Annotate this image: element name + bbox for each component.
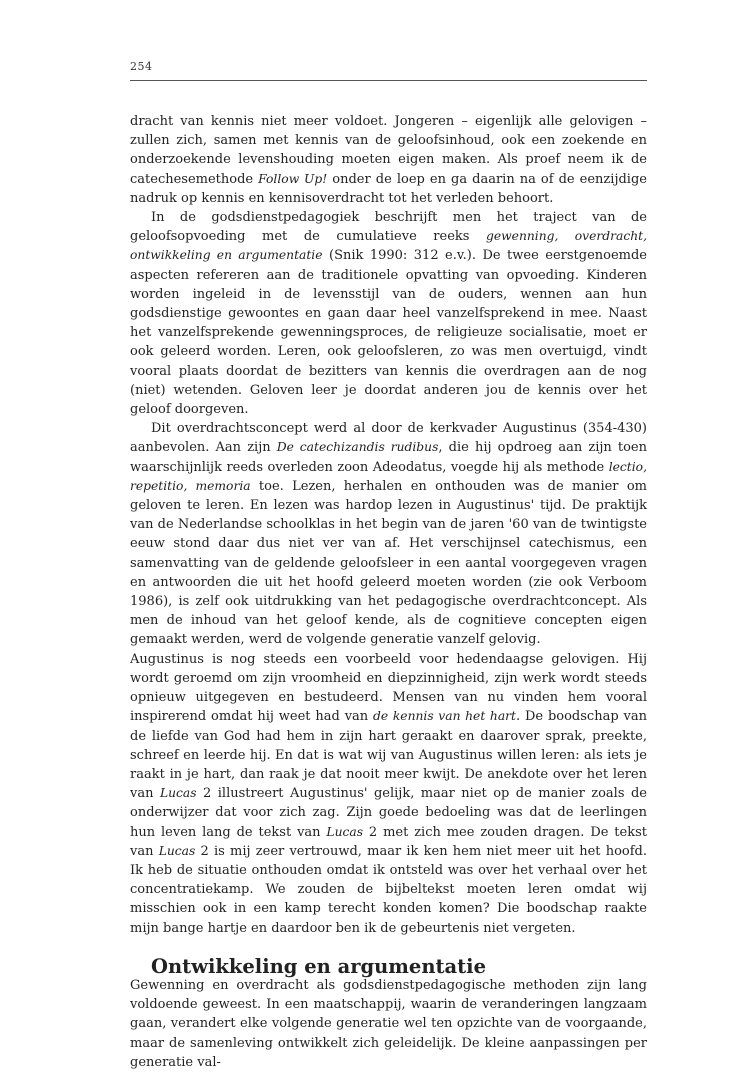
paragraph-3: Dit overdrachtsconcept werd al door de kerkvader Augustinus (354-430) aanbevolen. Aan zijn De catechizandis rudibus, die hij opdroeg aan zijn toen waarschijnlijk reeds overleden zoon Adeodatus, voegde hij als methode lectio, repetitio, memoria toe. Lezen, herhalen en onthouden was de manier om geloven te leren. En lezen was hardop lezen in Augustinus' tijd. De praktijk van de Nederlandse schoolklas in het begin van de jaren '60 van de twintigste eeuw stond daar dus niet ver van af. Het verschijnsel catechismus, een samenvatting van de geldende geloofsleer in een aantal voorgegeven vragen en antwoorden die uit het hoofd geleerd moeten worden (zie ook Verboom 1986), is zelf ook uitdrukking van het pedagogische overdrachtconcept. Als men de inhoud van het geloof kende, als de cognitieve concepten eigen gemaakt werden, werd de volgende generatie vanzelf gelovig.	[130, 421, 648, 648]
paragraph-1: dracht van kennis niet meer voldoet. Jongeren – eigenlijk alle gelovigen – zullen zich, samen met kennis van de geloofsinhoud, ook een zoekende en onderzoekende levenshouding moeten eigen maken. Als proef neem ik de catechesemethode Follow Up! onder de loep en ga daarin na of de eenzijdige nadruk op kennis en kennisoverdracht tot het verleden behoort.	[130, 114, 647, 206]
paragraph-2: In de godsdienstpedagogiek beschrijft men het traject van de geloofsopvoeding met de cumulatieve reeks gewenning, overdracht, ontwikkeling en argumentatie (Snik 1990: 312 e.v.). De twee eerstgenoemde aspecten refereren aan de traditionele opvatting van opvoeding. Kinderen worden ingeleid in de levensstijl van de ouders, wennen aan hun godsdienstige gewoontes en gaan daar heel vanzelfsprekend in mee. Naast het vanzelfsprekende gewenningsproces, de religieuze socialisatie, moet er ook geleerd worden. Leren, ook geloofsleren, zo was men overtuigd, vindt vooral plaats doordat de bezitters van kennis die overdragen aan de nog (niet) wetenden. Geloven leer je doordat anderen jou de kennis over het geloof doorgeven.	[130, 210, 648, 418]
page-number: 254	[130, 60, 153, 73]
body-text	[130, 112, 647, 1072]
section-heading: Ontwikkeling en argumentatie	[151, 954, 486, 978]
paragraph-4: Augustinus is nog steeds een voorbeeld voor hedendaagse gelovigen. Hij wordt geroemd om zijn vroomheid en diepzinnigheid, zijn werk wordt steeds opnieuw uitgegeven en bestudeerd. Mensen van nu vinden hem vooral inspirerend omdat hij weet had van de kennis van het hart. De boodschap van de liefde van God had hem in zijn hart geraakt en daarover sprak, preekte, schreef en leerde hij. En dat is wat wij van Augustinus willen leren: als iets je raakt in je hart, dan raak je dat nooit meer kwijt. De anekdote over het leren van Lucas 2 illustreert Augustinus' gelijk, maar niet op de manier zoals de onderwijzer dat voor zich zag. Zijn goede bedoeling was dat de leerlingen hun leven lang de tekst van Lucas 2 met zich mee zouden dragen. De tekst van Lucas 2 is mij zeer vertrouwd, maar ik ken hem niet meer uit het hoofd. Ik heb de situatie onthouden omdat ik ontsteld was over het verhaal over het concentratiekamp. We zouden de bijbeltekst moeten leren omdat wij misschien ook in een kamp terecht konden komen? Die boodschap raakte mijn bange hartje en daardoor ben ik de gebeurtenis niet vergeten.	[130, 651, 647, 936]
header-rule	[130, 80, 647, 81]
paragraph-5: Gewenning en overdracht als godsdienstpedagogische methoden zijn lang voldoende geweest. In een maatschappij, waarin de veranderingen langzaam gaan, verandert elke volgende generatie wel ten opzichte van de voorgaande, maar de samenleving ontwikkelt zich geleidelijk. De kleine aanpassingen per generatie val-	[130, 977, 647, 1070]
